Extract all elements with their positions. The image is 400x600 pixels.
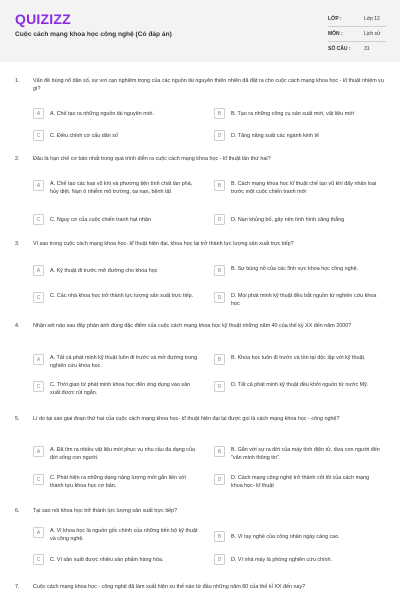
quizizz-logo: QUIZIZZ: [15, 11, 71, 27]
option-letter-box: D: [214, 292, 225, 303]
question-number: 5.: [15, 416, 20, 422]
option-text: C. Thời gian từ phát minh khoa học đến ứng dụng vào sản xuất được rút ngắn.: [50, 382, 191, 397]
option-text: D. Nạn khủng bố, gây nên tình hình căng thẳng: [231, 216, 345, 223]
option-letter-box: D: [214, 554, 225, 565]
option-text: C. Điều chỉnh cơ cấu dân số: [50, 132, 118, 139]
question-number: 7.: [15, 584, 20, 590]
option-letter-box: A: [33, 354, 44, 365]
question-text: Vì sao trong cuộc cách mạng khoa học- kĩ thuật hiện đại, khoa học lại trở thành lực lượng sản xuất trực tiếp?: [33, 241, 294, 247]
option-letter-box: D: [214, 474, 225, 485]
question-number: 2.: [15, 156, 20, 162]
meta-class-value: Lớp 12: [364, 16, 380, 22]
option-text: A. Chế tạo ra những nguồn tài nguyên mới.: [50, 110, 154, 117]
option-text: D. Mọi phát minh kỹ thuật đều bắt nguồn từ nghiên cứu khoa học: [231, 293, 377, 308]
question-text: Nhận xét nào sau đây phản ánh đúng đặc điểm của cuộc cách mạng khoa học kỹ thuật những năm 40 của thế kỷ XX đến năm 2000?: [33, 323, 352, 329]
option-text: B. Gắn với sự ra đời của máy tính điện tử, đưa con người đến "văn minh thông tin".: [231, 447, 380, 462]
question-text: Đâu là hạn chế cơ bản nhất trong quá trình diễn ra cuộc cách mạng khoa học - kĩ thuật lần thứ hai?: [33, 156, 271, 162]
option-letter-box: C: [33, 214, 44, 225]
option-text: D. Tăng năng suất các ngành kinh tế: [231, 132, 320, 139]
meta-divider: [328, 41, 386, 42]
option-letter-box: A: [33, 108, 44, 119]
option-text: B. Cách mạng khoa học kĩ thuật chế tạo vũ khí đẩy nhân loại trước một cuộc chiến tranh mới: [231, 181, 377, 196]
meta-divider: [328, 26, 386, 27]
question-number: 6.: [15, 508, 20, 514]
meta-count-value: 31: [364, 46, 370, 52]
option-text: D. Tất cả phát minh kỹ thuật đều khởi nguồn từ nước Mỹ.: [231, 382, 369, 388]
option-letter-box: A: [33, 446, 44, 457]
option-letter-box: A: [33, 527, 44, 538]
option-text: C. Nguy cơ của cuộc chiến tranh hạt nhân: [50, 216, 151, 223]
question-number: 1.: [15, 78, 20, 84]
option-text: A. Chế tạo các loại vũ khí và phương tiện tính chất tàn phá, hủy diệt. Nạn ô nhiễm mô trường, tai nạn, bệnh tật: [50, 181, 193, 196]
meta-subject-value: Lịch sử: [364, 31, 381, 37]
option-text: A. Tất cả phát minh kỹ thuật luôn đi trước và mở đường trong nghiên cứu khoa học.: [50, 355, 198, 370]
option-letter-box: B: [214, 531, 225, 542]
question-text: Lí do tại sao giai đoạn thứ hai của cuộc cách mạng khoa học- kĩ thuật hiện đại lại được gọi là cách mạng khoa học - công nghệ?: [33, 416, 340, 422]
option-text: C. Phát hiện ra những dạng năng lượng mới gắn liền với thành tựu khoa học cơ bản.: [50, 475, 186, 490]
option-letter-box: D: [214, 130, 225, 141]
option-letter-box: C: [33, 474, 44, 485]
option-text: A. Kỹ thuật đi trước mở đường cho khoa học: [50, 267, 158, 274]
question-text: Cuộc cách mạng khoa học - công nghệ đã làm xuất hiện xu thế nào từ đầu những năm 80 của thế kỉ XX đến nay?: [33, 584, 306, 590]
option-letter-box: A: [33, 265, 44, 276]
option-text: C. Vì sản xuất được nhiều sản phẩm hàng hóa.: [50, 556, 164, 563]
question-number: 4.: [15, 323, 20, 329]
option-text: A. Đã tìm ra nhiều vật liệu mới phục vụ nhu cầu đa dạng của đời sống con người.: [50, 447, 195, 462]
option-text: D. Cách mạng công nghệ trở thành cốt lõi của cách mạng khoa học- kĩ thuật: [231, 475, 370, 490]
option-text: B. Vì tay nghề của công nhân ngày càng cao.: [231, 533, 340, 540]
meta-count-label: SỐ CÂU :: [328, 46, 351, 52]
option-letter-box: B: [214, 354, 225, 365]
option-letter-box: A: [33, 180, 44, 191]
option-letter-box: B: [214, 180, 225, 191]
option-text: B. Khoa học luôn đi trước và tồn tại độc lập với kỹ thuật.: [231, 355, 366, 361]
option-text: C. Các nhà khoa học trở thành lực lượng sản xuất trực tiếp.: [50, 293, 194, 299]
option-letter-box: C: [33, 130, 44, 141]
question-number: 3.: [15, 241, 20, 247]
option-text: A. Vì khoa học là nguồn gốc chính của những tiến bộ kỹ thuật và công nghệ.: [50, 528, 198, 543]
meta-subject-label: MÔN :: [328, 31, 343, 37]
option-letter-box: B: [214, 446, 225, 457]
option-letter-box: B: [214, 108, 225, 119]
question-text: Vấn đề bùng nổ dân số, sự vơi cạn nghiêm trọng của các nguồn tài nguyên thiên nhiên đã đặt ra cho cuộc cách mạng khoa học - kĩ thuật nhiệm vụ gì?: [33, 78, 384, 92]
option-text: D. Vì nhà máy là phòng nghiên cứu chính.: [231, 556, 333, 563]
option-letter-box: C: [33, 554, 44, 565]
option-letter-box: D: [214, 381, 225, 392]
option-letter-box: C: [33, 292, 44, 303]
question-text: Tại sao nói khoa học trở thành lực lượng sản xuất trực tiếp?: [33, 508, 178, 514]
meta-class-label: LỚP :: [328, 16, 342, 22]
document-title: Cuộc cách mạng khoa học công nghệ (Có đáp án): [15, 31, 172, 38]
option-letter-box: C: [33, 381, 44, 392]
option-letter-box: B: [214, 265, 225, 276]
option-letter-box: D: [214, 214, 225, 225]
option-text: B. Sự bùng nổ của các lĩnh vực khoa học công nghệ.: [231, 266, 359, 272]
option-text: B. Tạo ra những công cụ sản xuất mới, vật liệu mới: [231, 110, 354, 117]
